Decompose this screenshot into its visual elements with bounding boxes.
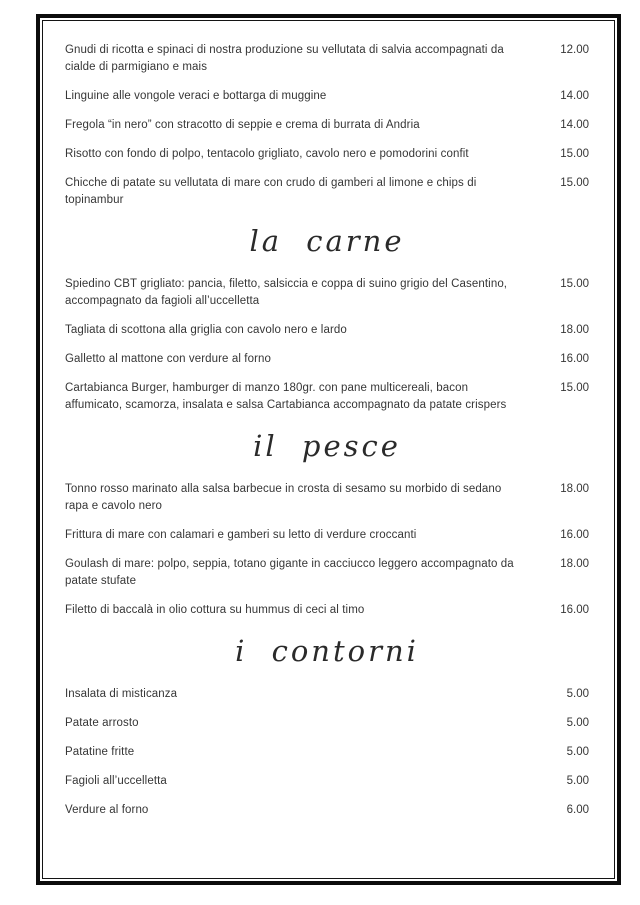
menu-section: [65, 426, 589, 619]
menu-section: [65, 631, 589, 819]
menu-item-price: 18.00: [560, 483, 589, 495]
menu-item-price: 14.00: [560, 90, 589, 102]
menu-item-name: Chicche di patate su vellutata di mare con crudo di gamberi al limone e chips di topinambur: [65, 177, 477, 206]
menu-item-price: 16.00: [560, 529, 589, 541]
menu-item-price: 18.00: [560, 558, 589, 570]
menu-item: [65, 686, 589, 703]
menu-item-name: Galletto al mattone con verdure al forno: [65, 353, 272, 365]
menu-item: [65, 88, 589, 105]
menu-item: [65, 322, 589, 339]
menu-item-price: 18.00: [560, 324, 589, 336]
menu-item-name: Tagliata di scottona alla griglia con cavolo nero e lardo: [65, 324, 347, 336]
menu-item-price: 5.00: [566, 717, 589, 729]
menu-item-name: Fagioli all’uccelletta: [65, 775, 167, 787]
menu-item: [65, 146, 589, 163]
menu-item-name: Patate arrosto: [65, 717, 139, 729]
menu-content: [43, 21, 614, 878]
menu-item: [65, 556, 589, 590]
menu-item-price: 15.00: [560, 382, 589, 394]
menu-item-price: 5.00: [566, 775, 589, 787]
menu-item: [65, 773, 589, 790]
menu-item-name: Filetto di baccalà in olio cottura su hummus di ceci al timo: [65, 604, 365, 616]
menu-item: [65, 175, 589, 209]
menu-frame-outer: [36, 14, 621, 885]
section-heading: la carne: [249, 224, 405, 258]
menu-item-name: Risotto con fondo di polpo, tentacolo grigliato, cavolo nero e pomodorini confit: [65, 148, 469, 160]
menu-item-name: Cartabianca Burger, hamburger di manzo 180gr. con pane multicereali, bacon affumicato, scamorza, insalata e salsa Cartabianca accompagnato da patate crispers: [65, 382, 507, 411]
menu-item: [65, 42, 589, 76]
menu-frame-inner: [42, 20, 615, 879]
menu-item: [65, 802, 589, 819]
menu-item-name: Fregola “in nero” con stracotto di seppie e crema di burrata di Andria: [65, 119, 420, 131]
menu-item-name: Verdure al forno: [65, 804, 149, 816]
menu-item-price: 15.00: [560, 278, 589, 290]
menu-item-price: 5.00: [566, 746, 589, 758]
menu-item: [65, 276, 589, 310]
menu-item-name: Goulash di mare: polpo, seppia, totano gigante in cacciucco leggero accompagnato da patate stufate: [65, 558, 514, 587]
menu-item-price: 15.00: [560, 177, 589, 189]
menu-section: [65, 221, 589, 414]
menu-item-price: 16.00: [560, 604, 589, 616]
menu-item: [65, 602, 589, 619]
menu-item: [65, 380, 589, 414]
menu-item-price: 14.00: [560, 119, 589, 131]
menu-item-price: 15.00: [560, 148, 589, 160]
menu-item: [65, 527, 589, 544]
section-heading: i contorni: [235, 634, 419, 668]
section-heading: il pesce: [253, 429, 401, 463]
menu-item-name: Gnudi di ricotta e spinaci di nostra produzione su vellutata di salvia accompagnati da cialde di parmigiano e mais: [65, 44, 504, 73]
menu-item-name: Tonno rosso marinato alla salsa barbecue in crosta di sesamo su morbido di sedano rapa e cavolo nero: [65, 483, 502, 512]
menu-item-price: 6.00: [566, 804, 589, 816]
menu-item-name: Insalata di misticanza: [65, 688, 178, 700]
menu-section: [65, 42, 589, 209]
menu-item-name: Linguine alle vongole veraci e bottarga di muggine: [65, 90, 327, 102]
menu-item-name: Patatine fritte: [65, 746, 135, 758]
menu-item-name: Spiedino CBT grigliato: pancia, filetto, salsiccia e coppa di suino grigio del Casentino, accompagnato da fagioli all’uccelletta: [65, 278, 508, 307]
menu-item-name: Frittura di mare con calamari e gamberi su letto di verdure croccanti: [65, 529, 417, 541]
menu-item: [65, 117, 589, 134]
menu-item-price: 5.00: [566, 688, 589, 700]
menu-item: [65, 715, 589, 732]
menu-item: [65, 744, 589, 761]
menu-item-price: 16.00: [560, 353, 589, 365]
menu-item-price: 12.00: [560, 44, 589, 56]
menu-item: [65, 351, 589, 368]
menu-item: [65, 481, 589, 515]
